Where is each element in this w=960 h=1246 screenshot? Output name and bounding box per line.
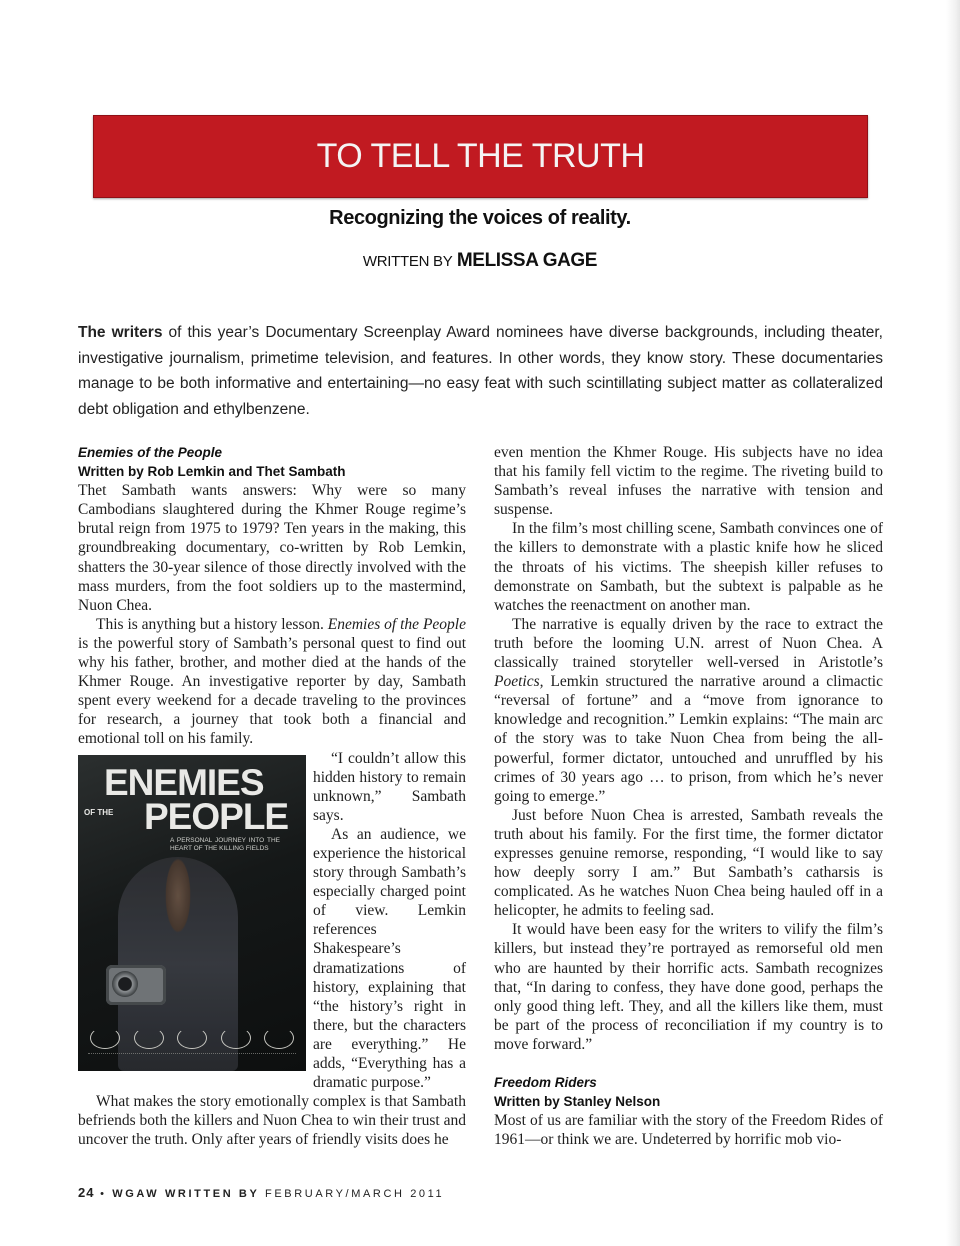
byline-label: WRITTEN BY bbox=[362, 253, 453, 270]
laurel-icon bbox=[264, 1027, 294, 1049]
book-title: Poetics, bbox=[494, 673, 544, 691]
paragraph: In the film’s most chilling scene, Sambath convinces one of the killers to demonstrate with a plastic knife how he sliced the throats of his victims. The sheepish killer refuses to demonstrate on Sambath, but the subtext is palpable as he watches the reenactment on another man. bbox=[494, 520, 883, 614]
left-column bbox=[78, 443, 466, 1149]
article-subtitle: Recognizing the voices of reality. bbox=[329, 207, 631, 229]
laurel-icon bbox=[177, 1027, 207, 1049]
paragraph: Just before Nuon Chea is arrested, Sambath reveals the truth about his family. For the first time, the former dictator expresses genuine remorse, responding, “I would like to say how deeply sorry I am.” But Sambath’s catharsis is complicated. As he watches Nuon Chea being hauled off in a helicopter, he admits to feeling sad. bbox=[494, 806, 883, 920]
paragraph: What makes the story emotionally complex is that Sambath befriends both the killers and Nuon Chea to win their trust and uncover the truth. Only after years of friendly visits does he bbox=[78, 1093, 466, 1149]
laurel-icon bbox=[134, 1027, 164, 1049]
section-title-enemies: Enemies of the People bbox=[78, 445, 223, 460]
byline-author: MELISSA GAGE bbox=[456, 250, 598, 271]
poster-laurels bbox=[90, 1027, 294, 1049]
section-credit-enemies: Written by Rob Lemkin and Thet Sambath bbox=[78, 464, 346, 480]
paragraph: It would have been easy for the writers to vilify the film’s killers, but instead they’re portrayed as remorseful old men who are haunted by their horrific acts. Sambath recognizes that, “In daring to confess, they have done good, perhaps the only good thing left. They, and all the killers like them, must be part of the process of reconciliation if my country is to move forward.” bbox=[494, 921, 883, 1053]
issue-date: FEBRUARY/MARCH 2011 bbox=[265, 1188, 445, 1200]
movie-poster-image bbox=[78, 755, 306, 1071]
page-footer bbox=[78, 1185, 444, 1200]
intro-lead: The writers bbox=[78, 324, 163, 341]
paragraph: The narrative is equally driven by the race to extract the truth before the looming U.N. arrest of Nuon Chea. A classically trained storyteller well-versed in Aristotle’s Poetics, Lemkin structured the narrative around a climactic “reversal of fortune” and a “move from ignorance to knowledge and recognition.” Lemkin explains: “The main arc of the story was to take Nuon Chea from being the all-powerful, former dictator, untouched and unruffled by his crimes of 30 years ago … to prison, from which he’s never going to emerge.” bbox=[494, 615, 883, 805]
intro-text: of this year’s Documentary Screenplay Award nominees have diverse backgrounds, including theater, investigative journalism, primetime television, and features. In other words, they know story. These documentaries manage to be both informative and entertaining—no easy feat with such scintillating subject matter as collateralized debt obligation and ethylbenzene. bbox=[78, 324, 883, 419]
article-title: TO TELL THE TRUTH bbox=[316, 137, 645, 175]
section-credit-freedom: Written by Stanley Nelson bbox=[494, 1094, 661, 1110]
page-edge-shadow bbox=[946, 0, 960, 1246]
paragraph: As an audience, we experience the historical story through Sambath’s especially charged point of view. Lemkin references Shakespeare’s dramatizations of history, explaining that “the history’s right in there, but the characters are everything.” He adds, “Everything has a dramatic purpose.” bbox=[313, 825, 466, 1092]
poster-title-line1: ENEMIES bbox=[104, 761, 264, 803]
poster-tagline: A PERSONAL JOURNEY INTO THE HEART OF THE KILLING FIELDS bbox=[170, 836, 280, 852]
publication-name: WGAW WRITTEN BY bbox=[112, 1188, 260, 1200]
footer-bullet: • bbox=[100, 1188, 107, 1200]
byline bbox=[0, 250, 960, 272]
poster-title-line2: PEOPLE bbox=[144, 795, 289, 837]
laurel-icon bbox=[90, 1027, 120, 1049]
paragraph: Thet Sambath wants answers: Why were so many Cambodians slaughtered during the Khmer Rouge regime’s brutal reign from 1975 to 1979? Ten years in the making, this groundbreaking documentary, co-written by Rob Lemkin, shatters the 30-year silence of those directly involved with the mass murders, from the foot soldiers up to the mastermind, Nuon Chea. bbox=[78, 482, 466, 614]
poster-credits bbox=[88, 1053, 296, 1061]
paragraph: This is anything but a history lesson. Enemies of the People is the powerful story of Sambath’s personal quest to find out why his father, brother, and mother died at the hands of the Khmer Rouge. An investigative reporter by day, Sambath spent every weekend for a decade traveling to the provinces for research, a journey that took both a financial and emotional toll on his family. bbox=[78, 615, 466, 748]
intro-paragraph bbox=[78, 320, 883, 423]
page-number: 24 bbox=[78, 1185, 95, 1200]
paragraph: Most of us are familiar with the story of the Freedom Rides of 1961—or think we are. Undeterred by horrific mob vio- bbox=[494, 1112, 883, 1149]
paragraph-continued: even mention the Khmer Rouge. His subjects have no idea that his family fell victim to the regime. The riveting build to Sambath’s reveal infuses the narrative with tension and suspense. bbox=[494, 444, 883, 519]
film-title: Enemies of the People bbox=[327, 615, 466, 633]
paragraph: “I couldn’t allow this hidden history to remain unknown,” Sambath says. bbox=[313, 749, 466, 824]
title-banner bbox=[93, 115, 868, 198]
right-column bbox=[494, 443, 883, 1149]
poster-title-of: OF THE bbox=[84, 807, 114, 817]
section-title-freedom: Freedom Riders bbox=[494, 1075, 597, 1090]
laurel-icon bbox=[221, 1027, 251, 1049]
camera-icon bbox=[106, 965, 166, 1005]
